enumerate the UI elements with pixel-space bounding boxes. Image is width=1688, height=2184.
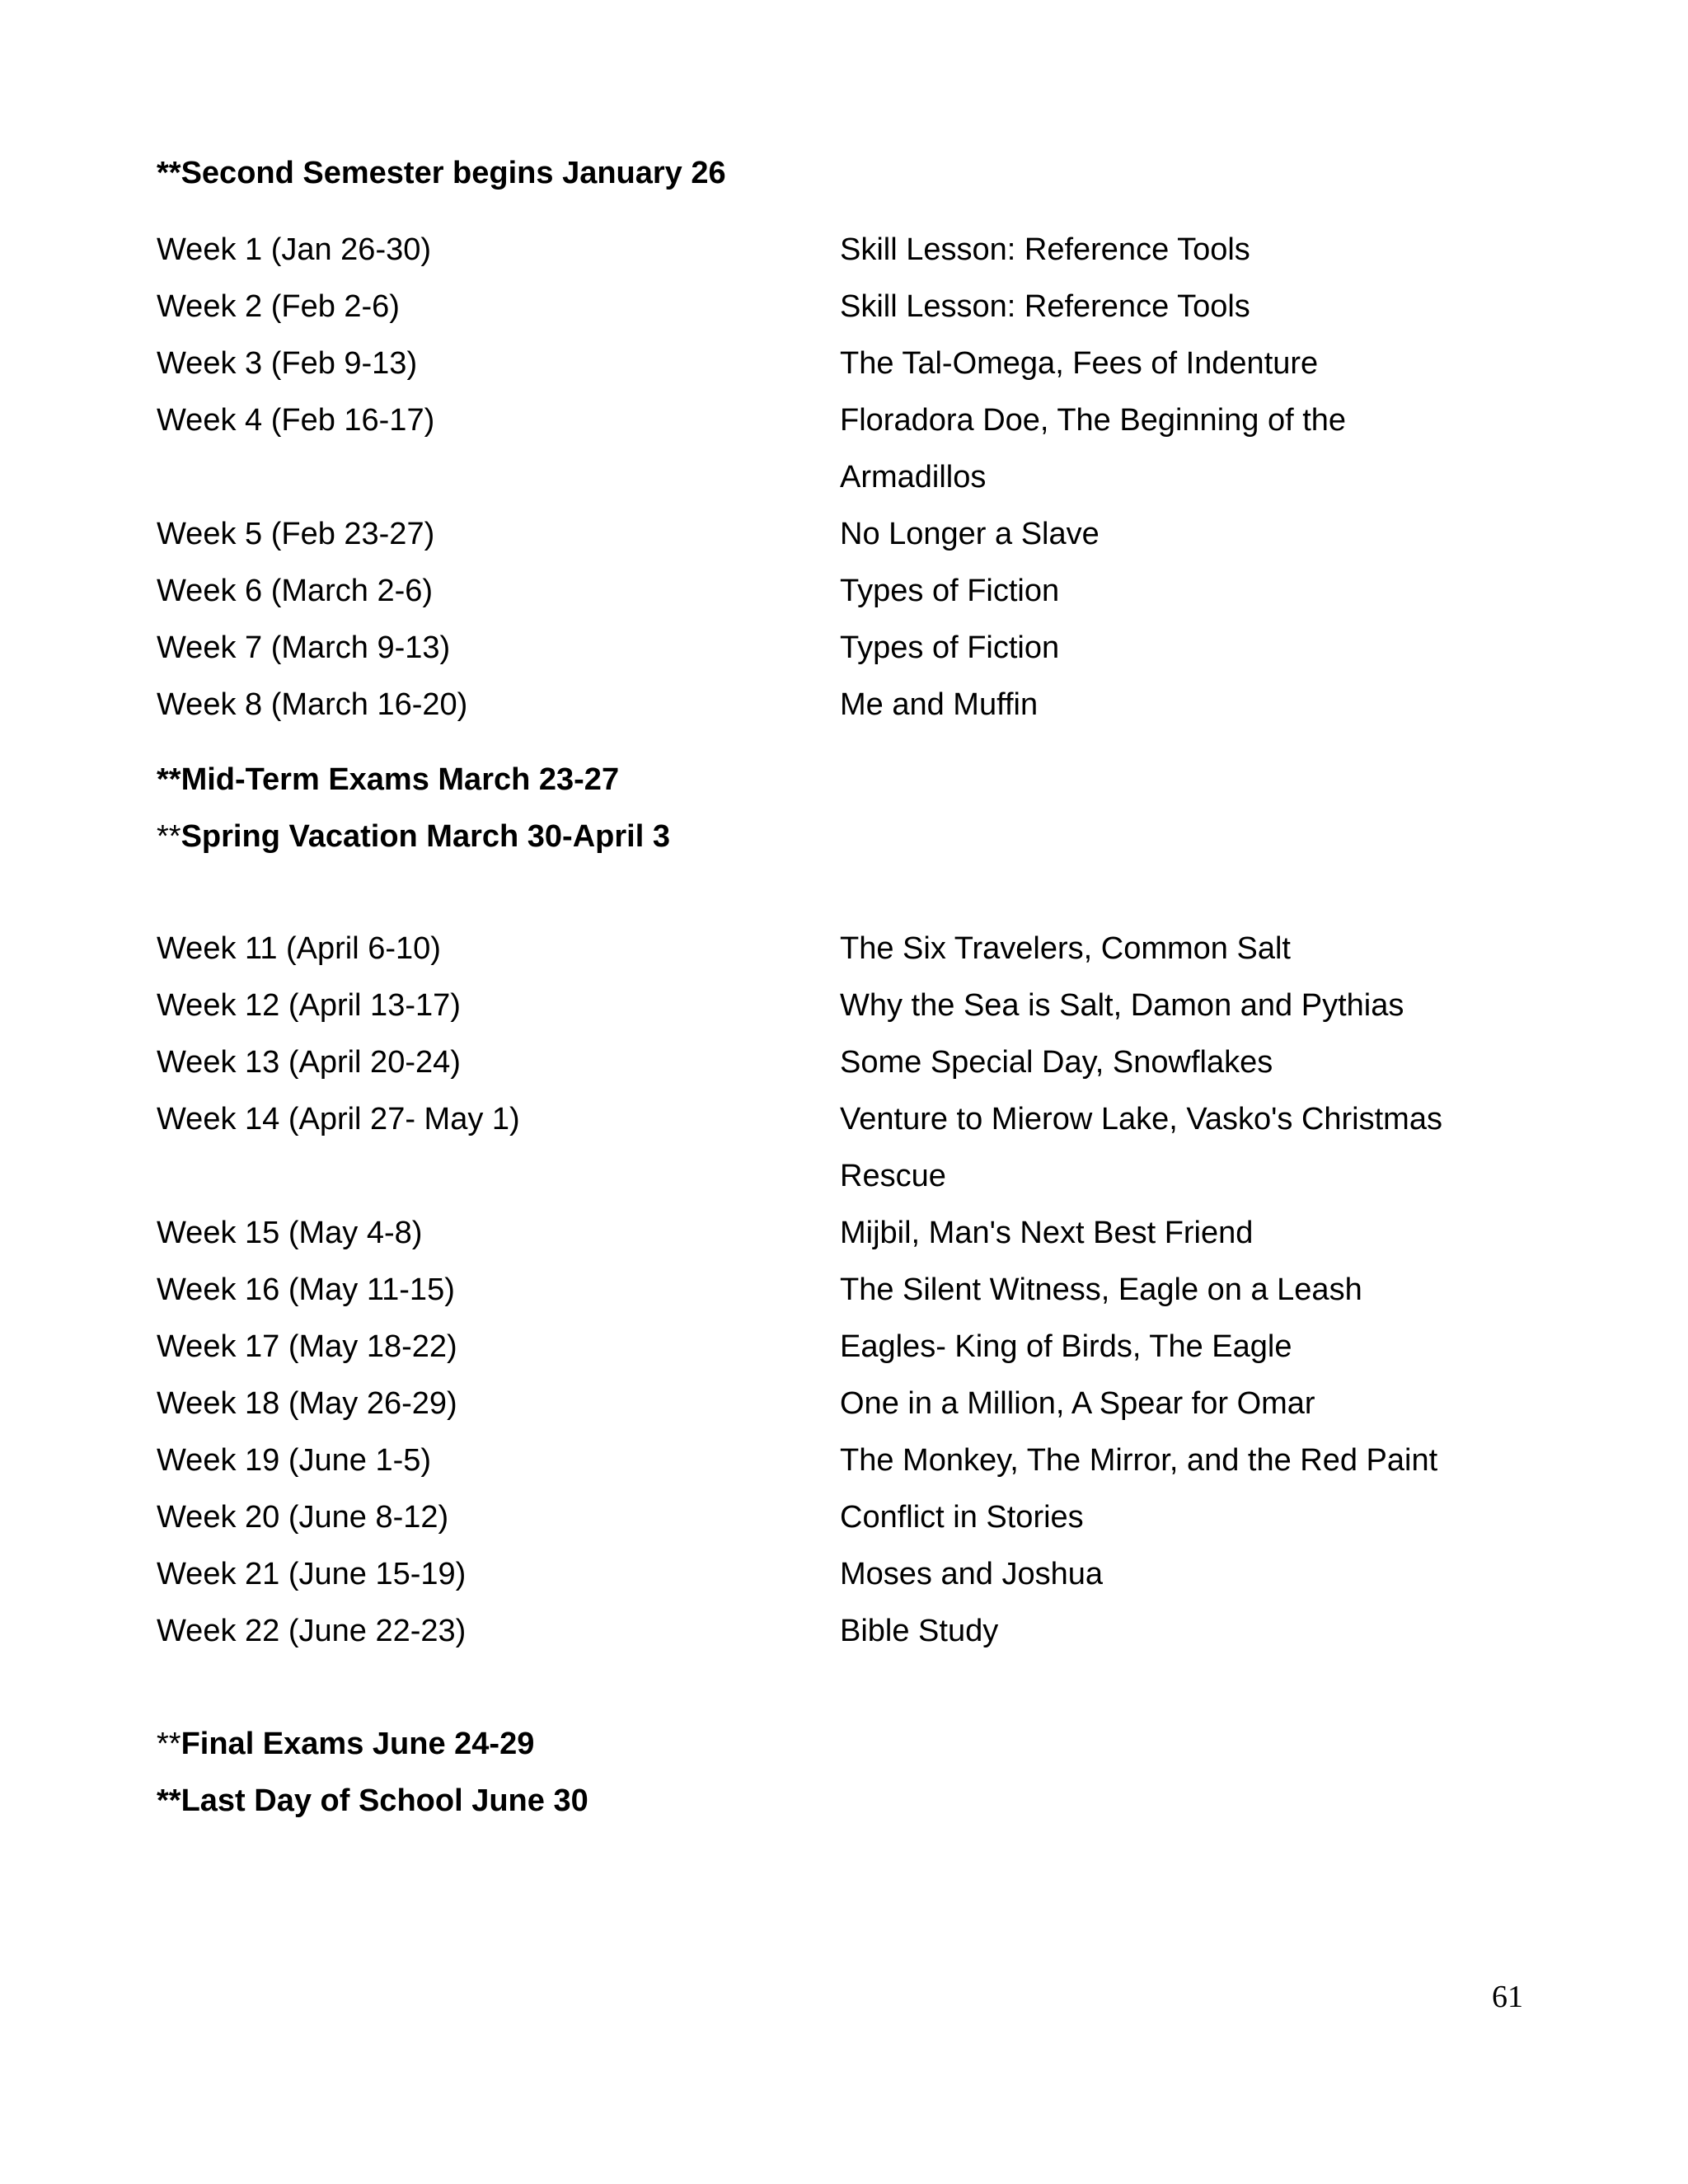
week-label: Week 20 (June 8-12) (157, 1500, 449, 1535)
week-label: Week 4 (Feb 16-17) (157, 403, 435, 438)
week-topic: Types of Fiction (840, 630, 1060, 665)
week-label: Week 5 (Feb 23-27) (157, 517, 435, 551)
week-topic: Moses and Joshua (840, 1557, 1103, 1591)
week-topic: Skill Lesson: Reference Tools (840, 289, 1250, 324)
week-topic: No Longer a Slave (840, 517, 1100, 551)
week-label: Week 6 (March 2-6) (157, 574, 434, 608)
week-topic: Mijbil, Man's Next Best Friend (840, 1216, 1254, 1250)
week-topic: Conflict in Stories (840, 1500, 1084, 1535)
final-exams-heading (157, 1725, 534, 1763)
week-topic: Eagles- King of Birds, The Eagle (840, 1329, 1292, 1364)
week-topic: One in a Million, A Spear for Omar (840, 1386, 1315, 1421)
week-topic: Why the Sea is Salt, Damon and Pythias (840, 988, 1404, 1023)
week-label: Week 7 (March 9-13) (157, 630, 451, 665)
week-label: Week 16 (May 11-15) (157, 1272, 455, 1307)
last-day-heading: **Last Day of School June 30 (157, 1783, 588, 1818)
second-semester-heading: **Second Semester begins January 26 (157, 156, 726, 190)
week-topic: The Monkey, The Mirror, and the Red Paint (840, 1443, 1438, 1478)
week-topic: The Six Travelers, Common Salt (840, 931, 1291, 966)
week-topic: Skill Lesson: Reference Tools (840, 232, 1250, 267)
week-label: Week 8 (March 16-20) (157, 687, 468, 722)
week-label: Week 15 (May 4-8) (157, 1216, 423, 1250)
page-number: 61 (1492, 1980, 1523, 2014)
week-label: Week 19 (June 1-5) (157, 1443, 432, 1478)
midterm-heading: **Mid-Term Exams March 23-27 (157, 762, 620, 797)
week-topic: Venture to Mierow Lake, Vasko's Christmas Rescue (840, 1102, 1442, 1193)
week-label: Week 2 (Feb 2-6) (157, 289, 400, 324)
week-topic: Me and Muffin (840, 687, 1039, 722)
week-label: Week 11 (April 6-10) (157, 931, 441, 966)
week-label: Week 17 (May 18-22) (157, 1329, 457, 1364)
week-label: Week 18 (May 26-29) (157, 1386, 457, 1421)
week-label: Week 21 (June 15-19) (157, 1557, 467, 1591)
heading-text: Spring Vacation March 30-April 3 (181, 819, 670, 854)
week-topic: The Silent Witness, Eagle on a Leash (840, 1272, 1362, 1307)
week-label: Week 14 (April 27- May 1) (157, 1102, 520, 1137)
heading-stars: ** (157, 819, 181, 854)
heading-stars: ** (157, 1727, 181, 1761)
week-label: Week 22 (June 22-23) (157, 1614, 467, 1648)
week-label: Week 13 (April 20-24) (157, 1045, 461, 1080)
week-topic: Types of Fiction (840, 574, 1060, 608)
spring-vacation-heading (157, 818, 670, 855)
heading-text: Final Exams June 24-29 (181, 1727, 535, 1761)
week-label: Week 12 (April 13-17) (157, 988, 461, 1023)
week-topic: The Tal-Omega, Fees of Indenture (840, 346, 1319, 381)
week-topic: Bible Study (840, 1614, 999, 1648)
week-label: Week 1 (Jan 26-30) (157, 232, 432, 267)
week-topic: Floradora Doe, The Beginning of the Armadillos (840, 403, 1347, 494)
week-topic: Some Special Day, Snowflakes (840, 1045, 1273, 1080)
week-label: Week 3 (Feb 9-13) (157, 346, 418, 381)
